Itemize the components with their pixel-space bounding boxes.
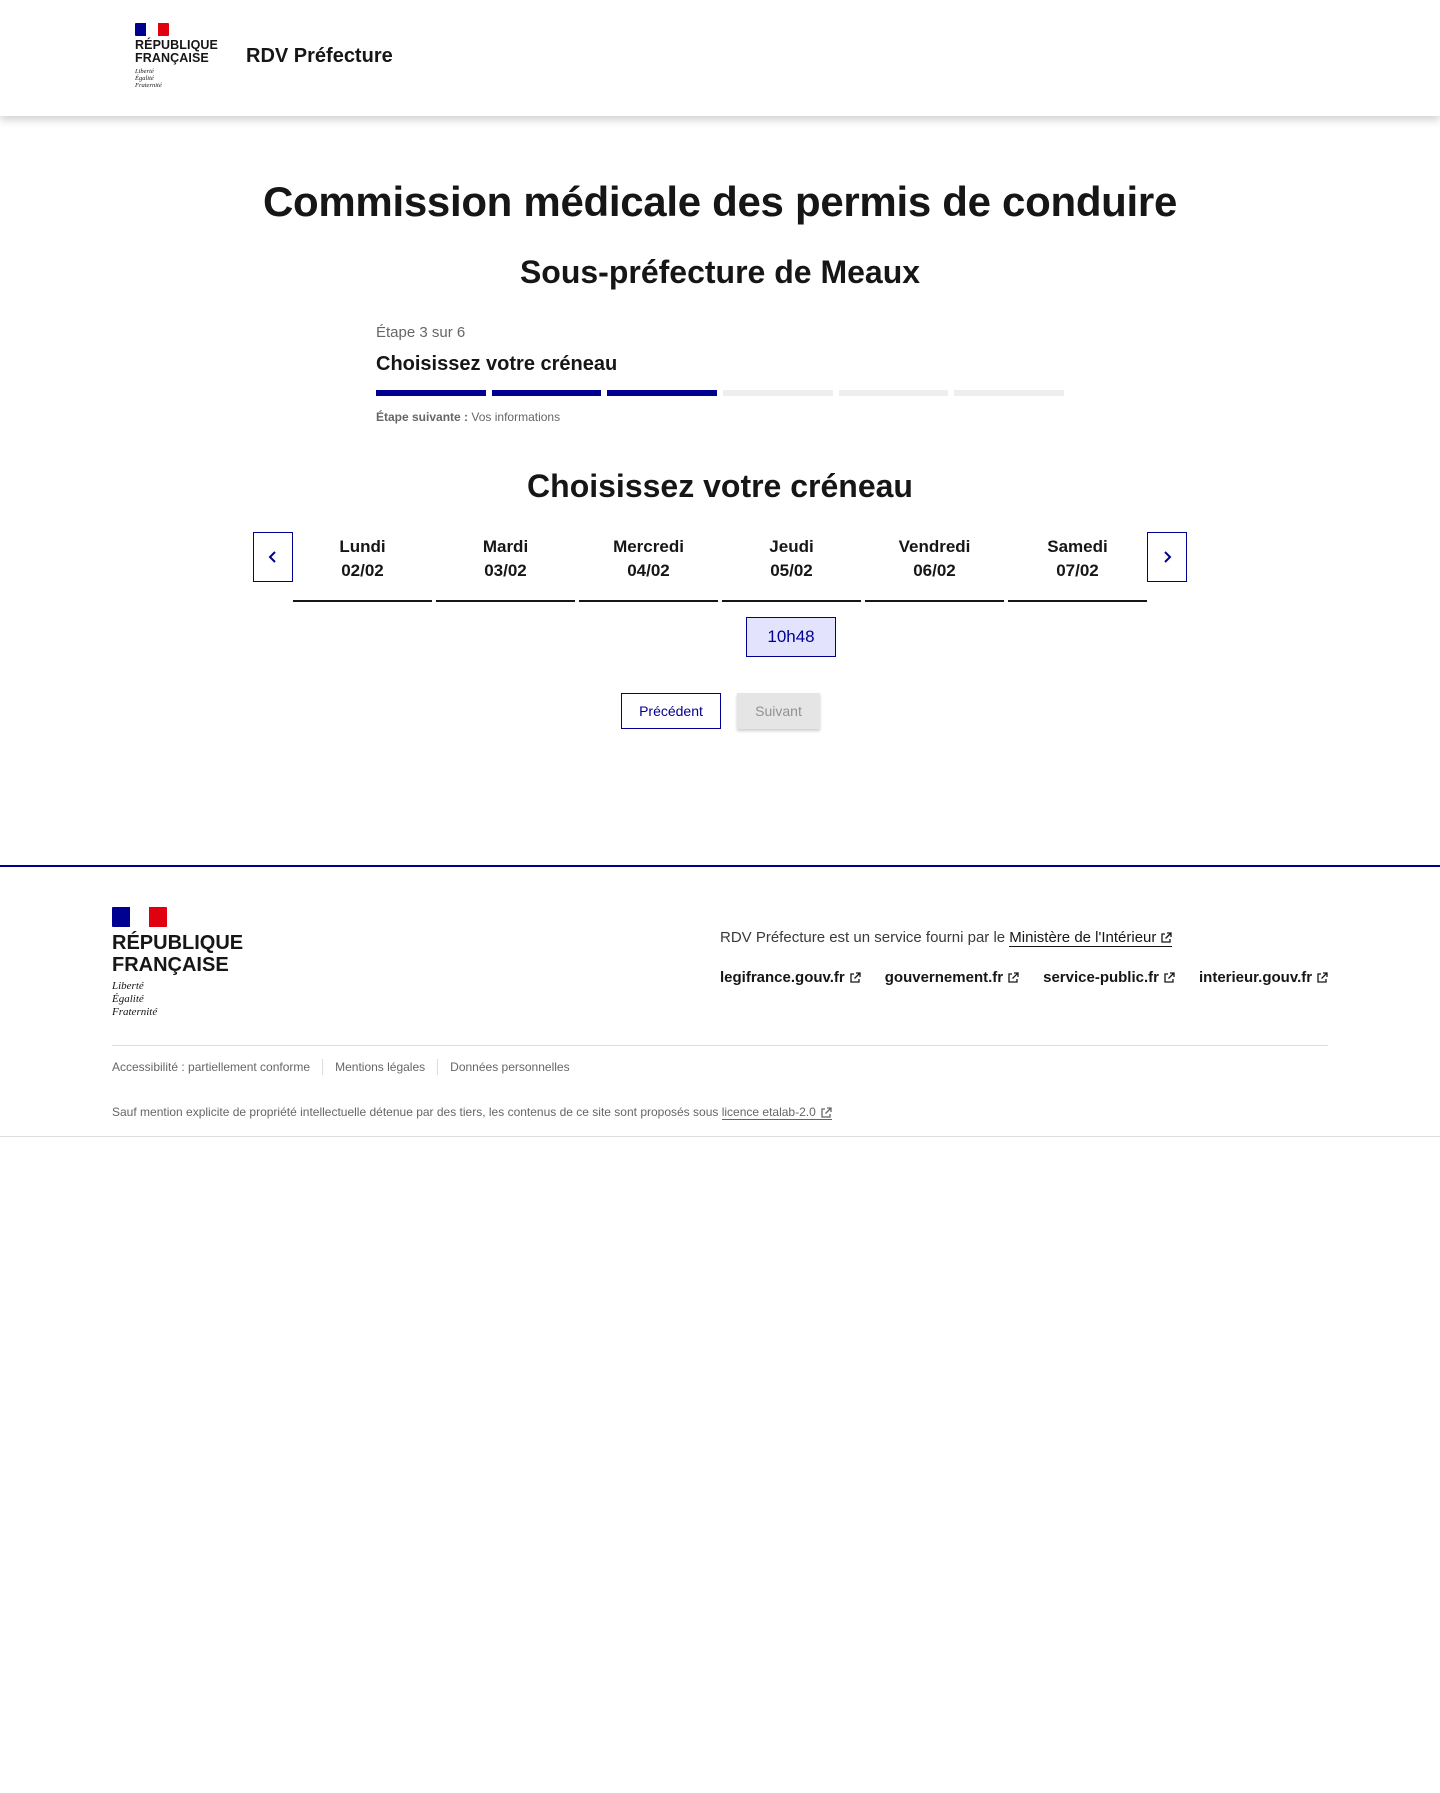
footer-motto-fraternite: Fraternité xyxy=(112,1006,158,1018)
day-date: 04/02 xyxy=(627,561,670,580)
footer-bottom-links xyxy=(112,1059,570,1075)
republique-francaise-logo[interactable] xyxy=(135,23,218,95)
external-link-icon xyxy=(849,972,861,984)
stepper-next-label: Étape suivante : xyxy=(376,410,469,424)
stepper-next-step xyxy=(376,410,1064,424)
stepper-bar-6 xyxy=(954,390,1064,396)
interieur-link[interactable] xyxy=(1199,969,1328,986)
footer-license xyxy=(112,1105,832,1119)
day-name: Jeudi xyxy=(769,537,814,556)
page-title: Commission médicale des permis de conduire xyxy=(262,178,1178,225)
motto-liberte: Liberté xyxy=(135,68,154,75)
footer-description-text: RDV Préfecture est un service fourni par le xyxy=(720,929,1006,946)
footer-logo-line-1: RÉPUBLIQUE xyxy=(112,932,244,954)
footer-separator xyxy=(322,1059,323,1075)
interieur-link-label: interieur.gouv.fr xyxy=(1199,969,1313,986)
marianne-flag-icon xyxy=(135,23,169,36)
chevron-left-icon xyxy=(267,550,279,564)
slot-section-title: Choisissez votre créneau xyxy=(527,468,913,504)
stepper-bar-1 xyxy=(376,390,486,396)
footer-links xyxy=(720,969,1328,986)
day-date: 05/02 xyxy=(770,561,813,580)
motto-egalite: Égalité xyxy=(135,75,154,82)
legifrance-link[interactable] xyxy=(720,969,861,986)
service-public-link-label: service-public.fr xyxy=(1043,969,1159,986)
day-column xyxy=(722,532,861,602)
previous-button[interactable]: Précédent xyxy=(621,693,721,729)
external-link-icon xyxy=(1163,972,1175,984)
days-row xyxy=(293,532,1147,602)
stepper-bar-3 xyxy=(607,390,717,396)
footer-motto-egalite: Égalité xyxy=(112,993,144,1005)
licence-etalab-label: licence etalab-2.0 xyxy=(721,1105,816,1119)
legifrance-link-label: legifrance.gouv.fr xyxy=(720,969,845,986)
day-name: Mardi xyxy=(482,537,529,556)
stepper-bar-2 xyxy=(492,390,602,396)
day-column xyxy=(865,532,1004,602)
previous-week-button[interactable] xyxy=(253,532,293,582)
day-column xyxy=(293,532,432,602)
stepper xyxy=(376,324,1064,424)
gouvernement-link[interactable] xyxy=(885,969,1019,986)
footer-divider xyxy=(112,1045,1328,1046)
external-link-icon xyxy=(1007,972,1019,984)
external-link-icon xyxy=(1316,972,1328,984)
accessibilite-link[interactable]: Accessibilité : partiellement conforme xyxy=(112,1060,311,1074)
chevron-right-icon xyxy=(1161,550,1173,564)
motto-fraternite: Fraternité xyxy=(135,82,162,89)
footer-description xyxy=(720,929,1172,946)
page-subtitle: Sous-préfecture de Meaux xyxy=(519,254,921,290)
footer-license-text: Sauf mention explicite de propriété intellectuelle détenue par des tiers, les contenus de ce site sont proposés sous xyxy=(112,1105,719,1119)
marianne-flag-icon xyxy=(112,907,167,927)
day-column xyxy=(1008,532,1147,602)
time-slot-button[interactable]: 10h48 xyxy=(746,617,836,657)
day-date: 06/02 xyxy=(913,561,956,580)
logo-line-1: RÉPUBLIQUE xyxy=(135,38,218,52)
day-name: Vendredi xyxy=(898,537,971,556)
ministere-interieur-link[interactable] xyxy=(1009,929,1172,947)
gouvernement-link-label: gouvernement.fr xyxy=(884,969,1004,986)
footer-separator xyxy=(437,1059,438,1075)
day-name: Lundi xyxy=(339,537,386,556)
day-date: 02/02 xyxy=(341,561,384,580)
day-column xyxy=(436,532,575,602)
donnees-personnelles-link[interactable]: Données personnelles xyxy=(450,1060,570,1074)
stepper-bar-5 xyxy=(839,390,949,396)
footer-logo-line-2: FRANÇAISE xyxy=(112,954,229,976)
mentions-legales-link[interactable]: Mentions légales xyxy=(335,1060,426,1074)
site-footer xyxy=(0,865,1440,1137)
next-button-disabled: Suivant xyxy=(737,693,820,729)
day-date: 07/02 xyxy=(1056,561,1099,580)
ministere-interieur-link-label: Ministère de l'Intérieur xyxy=(1009,929,1157,946)
logo-line-2: FRANÇAISE xyxy=(135,51,209,65)
site-header xyxy=(0,0,1440,116)
external-link-icon xyxy=(820,1107,832,1119)
licence-etalab-link[interactable] xyxy=(722,1105,832,1120)
stepper-title: Choisissez votre créneau xyxy=(376,353,618,375)
day-date: 03/02 xyxy=(484,561,527,580)
stepper-bar-4 xyxy=(723,390,833,396)
footer-motto-liberte: Liberté xyxy=(112,980,144,992)
next-week-button[interactable] xyxy=(1147,532,1187,582)
stepper-progress xyxy=(376,390,1064,396)
day-column xyxy=(579,532,718,602)
stepper-state: Étape 3 sur 6 xyxy=(376,324,466,341)
day-name: Mercredi xyxy=(613,537,684,556)
external-link-icon xyxy=(1160,932,1172,944)
service-name-link[interactable]: RDV Préfecture xyxy=(246,45,393,67)
stepper-next-value: Vos informations xyxy=(471,410,561,424)
day-name: Samedi xyxy=(1047,537,1108,556)
footer-republique-logo[interactable] xyxy=(112,907,243,1019)
service-public-link[interactable] xyxy=(1043,969,1175,986)
